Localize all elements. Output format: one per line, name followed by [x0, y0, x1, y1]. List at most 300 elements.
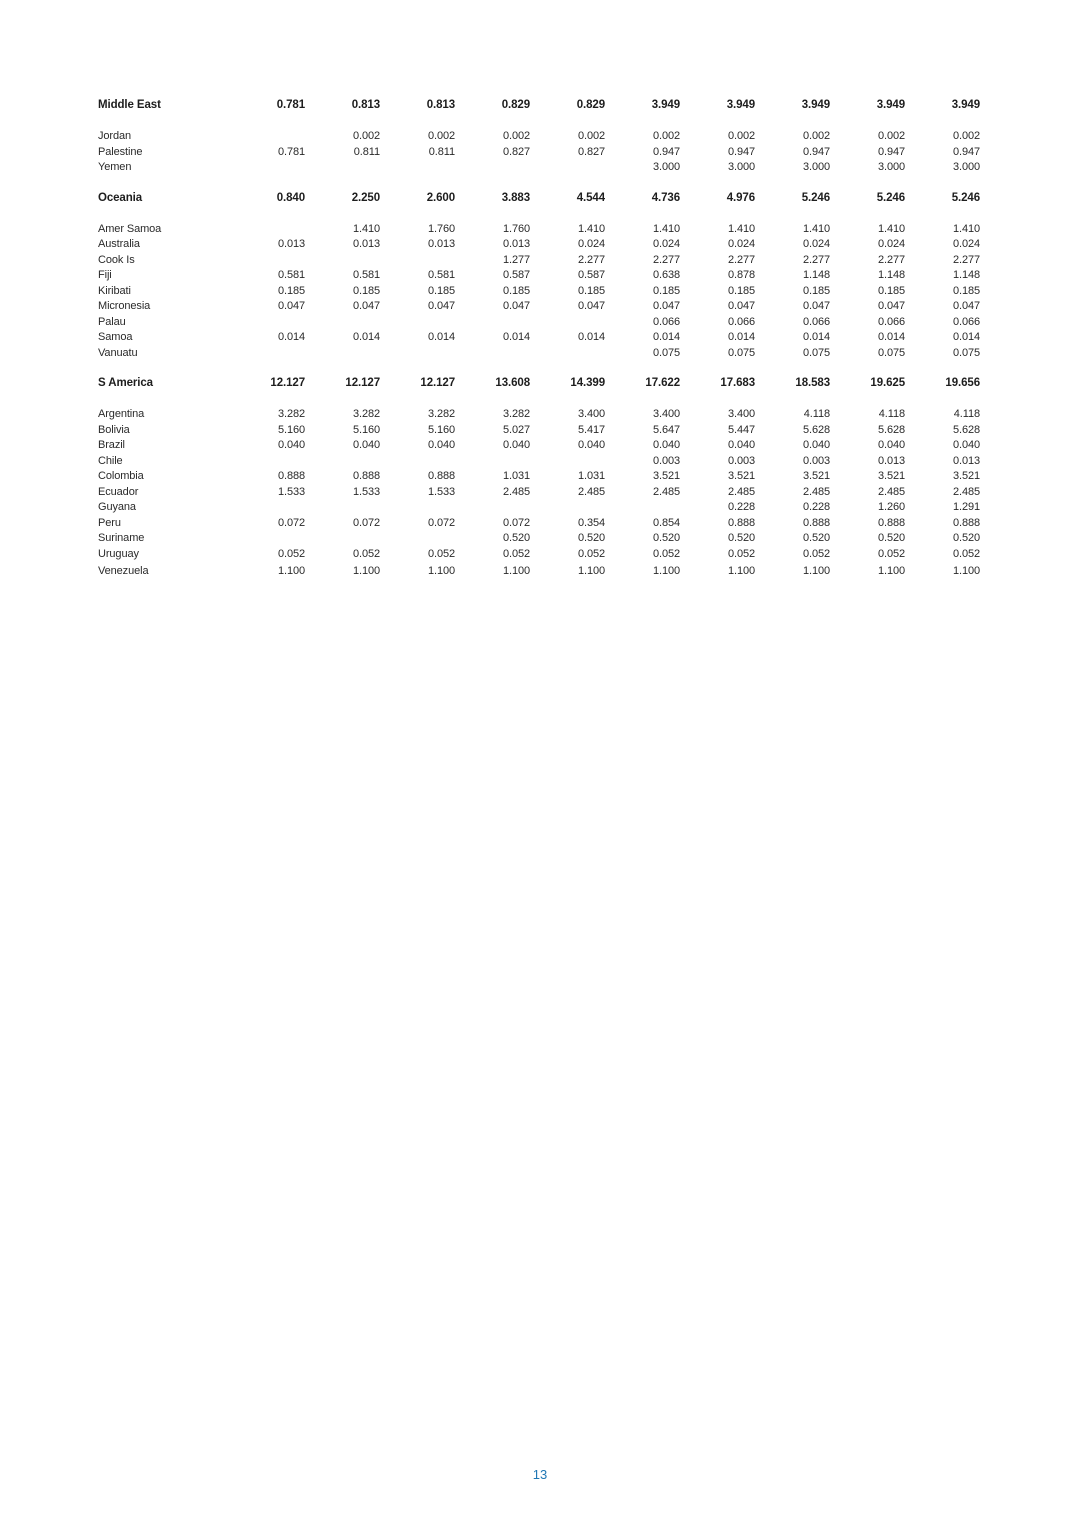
country-value: 0.024: [877, 238, 905, 250]
country-value: 0.002: [577, 130, 605, 142]
country-value: 1.533: [427, 485, 455, 498]
country-name: Bolivia: [98, 423, 130, 436]
country-row: [98, 469, 980, 485]
country-value: 0.638: [652, 269, 680, 281]
country-value: 0.047: [277, 300, 305, 312]
country-value: 2.485: [577, 485, 605, 498]
country-value: 1.533: [277, 485, 305, 498]
country-value: 0.052: [727, 548, 755, 560]
country-value: [230, 160, 305, 176]
country-value: 1.148: [952, 269, 980, 281]
country-value: 5.417: [577, 423, 605, 436]
country-value: 1.100: [877, 564, 905, 577]
country-value: 0.002: [502, 130, 530, 142]
country-value: [455, 346, 530, 362]
region-total-row: [98, 98, 980, 114]
country-value: 3.521: [652, 470, 680, 482]
country-value: 5.628: [952, 423, 980, 436]
country-value: 0.066: [652, 315, 680, 328]
country-value: [305, 346, 380, 362]
country-value: 0.811: [428, 145, 455, 158]
region-total-value: 18.583: [795, 377, 830, 390]
country-name: Vanuatu: [98, 346, 138, 359]
country-value: [455, 160, 530, 176]
country-value: [230, 346, 305, 362]
country-value: 0.002: [652, 130, 680, 142]
country-name: Palestine: [98, 145, 143, 158]
country-value: [605, 500, 680, 516]
country-value: 5.160: [352, 423, 380, 436]
country-value: 0.947: [952, 145, 980, 158]
region-total-value: 5.246: [801, 191, 830, 204]
region-total-value: 19.625: [870, 377, 905, 390]
region-total-value: 3.949: [801, 99, 830, 112]
country-name: Ecuador: [98, 485, 139, 498]
country-value: [380, 454, 455, 470]
country-value: 0.888: [277, 470, 305, 482]
country-value: 0.003: [727, 454, 755, 467]
country-value: 0.854: [652, 516, 680, 529]
country-value: 0.013: [277, 238, 305, 250]
country-value: 1.100: [502, 564, 530, 577]
country-value: 0.040: [652, 439, 680, 451]
region-total-value: 4.976: [726, 191, 755, 204]
country-name: Guyana: [98, 501, 136, 513]
country-value: [455, 500, 530, 516]
country-value: 1.100: [652, 564, 680, 577]
country-value: [530, 454, 605, 470]
country-value: 0.014: [577, 331, 605, 343]
country-value: 5.447: [727, 423, 755, 436]
country-value: 0.520: [502, 532, 530, 544]
region-total-value: 17.622: [645, 377, 680, 390]
country-value: 0.040: [727, 439, 755, 451]
country-value: 0.013: [427, 238, 455, 250]
country-value: 3.282: [502, 408, 530, 420]
country-value: 1.100: [952, 564, 980, 577]
country-value: 0.185: [277, 284, 305, 297]
country-value: 2.485: [652, 485, 680, 498]
country-value: 2.277: [652, 253, 680, 266]
country-name: Jordan: [98, 130, 132, 142]
country-value: 0.888: [427, 470, 455, 482]
country-value: 2.277: [577, 253, 605, 266]
country-value: 0.947: [877, 145, 905, 158]
country-value: 1.100: [352, 564, 380, 577]
country-value: 3.000: [727, 161, 755, 173]
country-value: 0.047: [727, 300, 755, 312]
country-value: 0.781: [277, 145, 305, 158]
region-total-value: 12.127: [420, 377, 455, 390]
country-value: 3.282: [352, 408, 380, 420]
region-name: S America: [98, 377, 153, 390]
country-row: [98, 284, 980, 300]
country-value: 0.075: [727, 346, 755, 359]
country-value: 0.075: [802, 346, 830, 359]
country-value: 0.185: [577, 284, 605, 297]
country-value: 2.485: [502, 485, 530, 498]
country-value: [230, 531, 305, 547]
country-value: 0.002: [352, 130, 380, 142]
country-name: Kiribati: [98, 284, 131, 297]
country-value: 0.014: [502, 331, 530, 343]
country-row: [98, 129, 980, 145]
country-value: 0.040: [277, 439, 305, 451]
region-total-row: [98, 191, 980, 207]
country-value: 2.485: [802, 485, 830, 498]
country-value: 0.052: [427, 548, 455, 560]
country-value: 1.410: [727, 222, 755, 235]
country-value: [380, 315, 455, 331]
country-value: 0.013: [352, 238, 380, 250]
country-value: 0.520: [652, 532, 680, 544]
country-row: [98, 160, 980, 176]
country-value: 0.052: [277, 548, 305, 560]
country-value: 0.185: [652, 284, 680, 297]
country-name: Brazil: [98, 439, 125, 451]
country-row: [98, 547, 980, 564]
country-value: 3.000: [877, 161, 905, 173]
country-value: 0.047: [502, 300, 530, 312]
country-value: [230, 253, 305, 269]
country-value: 0.047: [577, 300, 605, 312]
country-value: 0.014: [427, 331, 455, 343]
country-value: 5.160: [277, 423, 305, 436]
country-value: 0.185: [502, 284, 530, 297]
country-value: 0.002: [727, 130, 755, 142]
region-total-value: 17.683: [720, 377, 755, 390]
country-row: [98, 222, 980, 238]
country-value: 0.888: [802, 516, 830, 529]
country-value: 0.520: [877, 532, 905, 544]
country-value: 3.000: [952, 161, 980, 173]
country-value: 1.260: [877, 501, 905, 513]
country-value: 0.047: [427, 300, 455, 312]
country-value: [380, 160, 455, 176]
country-name: Palau: [98, 315, 126, 328]
country-value: 0.040: [877, 439, 905, 451]
country-value: 0.052: [952, 548, 980, 560]
country-value: [455, 315, 530, 331]
country-value: 3.282: [427, 408, 455, 420]
country-value: 2.485: [877, 485, 905, 498]
country-value: 0.185: [427, 284, 455, 297]
spacer-row: [98, 176, 980, 191]
country-value: 0.827: [502, 145, 530, 158]
region-total-value: 2.600: [426, 191, 455, 204]
country-value: 0.072: [352, 516, 380, 529]
country-value: [530, 346, 605, 362]
country-value: [305, 253, 380, 269]
country-name: Micronesia: [98, 300, 151, 312]
country-row: [98, 407, 980, 423]
country-value: 0.581: [427, 269, 455, 281]
country-value: 0.014: [277, 331, 305, 343]
country-row: [98, 268, 980, 284]
country-value: 0.185: [952, 284, 980, 297]
country-value: 0.002: [877, 130, 905, 142]
country-value: [455, 454, 530, 470]
spacer-row: [98, 392, 980, 407]
country-row: [98, 454, 980, 470]
country-value: 0.014: [802, 331, 830, 343]
country-value: 1.410: [652, 222, 680, 235]
country-value: 0.052: [802, 548, 830, 560]
country-name: Cook Is: [98, 253, 135, 266]
country-value: 0.003: [652, 454, 680, 467]
country-value: 0.024: [952, 238, 980, 250]
country-value: 1.100: [727, 564, 755, 577]
region-total-value: 2.250: [351, 191, 380, 204]
country-value: 1.410: [952, 222, 980, 235]
region-total-value: 0.829: [576, 99, 605, 112]
country-value: [530, 160, 605, 176]
country-value: 0.888: [727, 516, 755, 529]
country-value: 1.100: [802, 564, 830, 577]
country-row: [98, 315, 980, 331]
country-value: 0.002: [952, 130, 980, 142]
country-value: 2.485: [727, 485, 755, 498]
country-value: 0.047: [952, 300, 980, 312]
country-value: 1.410: [802, 222, 830, 235]
country-value: 0.185: [352, 284, 380, 297]
country-value: 1.148: [802, 269, 830, 281]
country-value: 0.047: [652, 300, 680, 312]
region-total-value: 3.949: [651, 99, 680, 112]
region-total-value: 0.813: [426, 99, 455, 112]
region-total-value: 4.544: [576, 191, 605, 204]
country-value: 1.291: [952, 501, 980, 513]
country-value: 0.002: [427, 130, 455, 142]
country-value: 0.040: [577, 439, 605, 451]
country-value: 1.031: [502, 470, 530, 482]
country-name: Chile: [98, 454, 123, 467]
region-total-value: 0.813: [351, 99, 380, 112]
country-value: 3.282: [277, 408, 305, 420]
country-value: 0.052: [577, 548, 605, 560]
country-value: 0.052: [652, 548, 680, 560]
country-value: 0.003: [802, 454, 830, 467]
region-total-value: 0.840: [276, 191, 305, 204]
country-value: 5.628: [802, 423, 830, 436]
country-value: 0.888: [877, 516, 905, 529]
country-row: [98, 485, 980, 501]
country-value: 0.066: [952, 315, 980, 328]
country-value: 0.185: [802, 284, 830, 297]
country-name: Venezuela: [98, 564, 149, 577]
country-row: [98, 531, 980, 547]
country-row: [98, 346, 980, 362]
country-value: 3.000: [652, 161, 680, 173]
country-value: 0.520: [802, 532, 830, 544]
country-value: 1.410: [877, 222, 905, 235]
country-value: [530, 315, 605, 331]
country-value: 0.066: [877, 315, 905, 328]
country-value: 0.013: [877, 454, 905, 467]
country-value: 4.118: [953, 408, 980, 420]
country-value: 0.014: [877, 331, 905, 343]
country-value: 1.100: [277, 564, 305, 577]
country-row: [98, 563, 980, 580]
region-total-row: [98, 376, 980, 392]
country-value: 0.185: [727, 284, 755, 297]
spacer-row: [98, 207, 980, 222]
country-value: 0.072: [502, 516, 530, 529]
region-total-value: 3.949: [726, 99, 755, 112]
country-value: 0.040: [352, 439, 380, 451]
country-value: 0.587: [502, 269, 530, 281]
country-value: [230, 454, 305, 470]
country-value: [230, 315, 305, 331]
country-value: 0.888: [352, 470, 380, 482]
country-value: 0.947: [727, 145, 755, 158]
country-value: 4.118: [803, 408, 830, 420]
region-total-value: 5.246: [876, 191, 905, 204]
country-value: [305, 160, 380, 176]
country-value: 0.520: [727, 532, 755, 544]
country-value: 0.354: [577, 516, 605, 529]
country-value: 1.100: [427, 564, 455, 577]
country-row: [98, 299, 980, 315]
country-value: [230, 129, 305, 145]
country-name: Suriname: [98, 532, 145, 544]
country-value: 2.277: [727, 253, 755, 266]
country-name: Amer Samoa: [98, 222, 162, 235]
country-value: [380, 500, 455, 516]
country-value: 0.072: [427, 516, 455, 529]
country-value: 3.521: [727, 470, 755, 482]
country-value: 0.520: [577, 532, 605, 544]
country-value: 0.047: [352, 300, 380, 312]
region-total-value: 12.127: [270, 377, 305, 390]
country-row: [98, 237, 980, 253]
country-value: 1.100: [577, 564, 605, 577]
region-total-value: 13.608: [495, 377, 530, 390]
capacity-table: [98, 98, 980, 580]
country-value: 0.052: [502, 548, 530, 560]
country-value: 0.024: [652, 238, 680, 250]
country-value: 0.228: [802, 501, 830, 513]
country-value: 1.410: [577, 222, 605, 235]
country-value: 0.013: [502, 238, 530, 250]
country-value: 0.040: [427, 439, 455, 451]
country-value: 0.581: [277, 269, 305, 281]
country-name: Peru: [98, 516, 121, 529]
country-value: 0.066: [802, 315, 830, 328]
country-value: 3.521: [952, 470, 980, 482]
country-value: 3.400: [652, 408, 680, 420]
country-value: 0.520: [952, 532, 980, 544]
country-value: 0.075: [652, 346, 680, 359]
country-value: 0.047: [877, 300, 905, 312]
country-value: 0.040: [502, 439, 530, 451]
region-total-value: 3.949: [951, 99, 980, 112]
country-value: 0.827: [577, 145, 605, 158]
country-value: 0.811: [353, 145, 380, 158]
capacity-table-area: [98, 98, 980, 580]
country-value: [380, 531, 455, 547]
country-value: [380, 346, 455, 362]
region-name: Middle East: [98, 99, 161, 112]
country-value: [305, 315, 380, 331]
country-value: 0.947: [802, 145, 830, 158]
spacer-row: [98, 361, 980, 376]
country-row: [98, 423, 980, 439]
country-value: 3.521: [802, 470, 830, 482]
country-value: [380, 253, 455, 269]
country-value: 0.014: [952, 331, 980, 343]
country-value: 0.047: [802, 300, 830, 312]
country-value: 0.888: [952, 516, 980, 529]
country-value: 0.014: [727, 331, 755, 343]
table-body: [98, 98, 980, 580]
country-value: 5.160: [427, 423, 455, 436]
country-value: 0.075: [952, 346, 980, 359]
country-value: [305, 454, 380, 470]
country-value: 5.027: [502, 423, 530, 436]
country-row: [98, 438, 980, 454]
region-total-value: 3.949: [876, 99, 905, 112]
country-value: 0.040: [952, 439, 980, 451]
country-value: 0.075: [877, 346, 905, 359]
country-value: 2.277: [802, 253, 830, 266]
spacer-row: [98, 114, 980, 129]
country-value: 0.947: [652, 145, 680, 158]
country-value: 3.400: [577, 408, 605, 420]
country-name: Argentina: [98, 408, 145, 420]
country-row: [98, 330, 980, 346]
country-name: Yemen: [98, 161, 132, 173]
country-name: Samoa: [98, 331, 133, 343]
country-value: 0.013: [952, 454, 980, 467]
country-value: 3.521: [877, 470, 905, 482]
country-name: Australia: [98, 238, 140, 250]
country-value: 0.052: [877, 548, 905, 560]
country-value: 0.066: [727, 315, 755, 328]
country-name: Fiji: [98, 269, 112, 281]
country-value: 0.024: [727, 238, 755, 250]
country-value: 0.228: [727, 501, 755, 513]
country-name: Colombia: [98, 470, 144, 482]
country-value: 1.031: [577, 470, 605, 482]
country-value: 4.118: [878, 408, 905, 420]
country-value: [305, 500, 380, 516]
region-total-value: 14.399: [570, 377, 605, 390]
country-value: 2.277: [877, 253, 905, 266]
country-value: 0.014: [652, 331, 680, 343]
country-value: 3.400: [727, 408, 755, 420]
region-total-value: 12.127: [345, 377, 380, 390]
region-total-value: 0.829: [501, 99, 530, 112]
country-value: 1.533: [352, 485, 380, 498]
country-value: 2.485: [952, 485, 980, 498]
country-value: 0.052: [352, 548, 380, 560]
country-value: 1.410: [352, 222, 380, 235]
region-total-value: 3.883: [501, 191, 530, 204]
country-value: 0.024: [802, 238, 830, 250]
country-value: 0.040: [802, 439, 830, 451]
country-value: 0.185: [877, 284, 905, 297]
country-value: [230, 222, 305, 238]
country-value: 0.014: [352, 331, 380, 343]
country-value: 1.760: [427, 222, 455, 235]
country-value: 0.581: [352, 269, 380, 281]
country-value: 5.647: [652, 423, 680, 436]
country-row: [98, 253, 980, 269]
country-row: [98, 516, 980, 532]
country-value: 0.587: [577, 269, 605, 281]
page-number: 13: [532, 1467, 548, 1482]
